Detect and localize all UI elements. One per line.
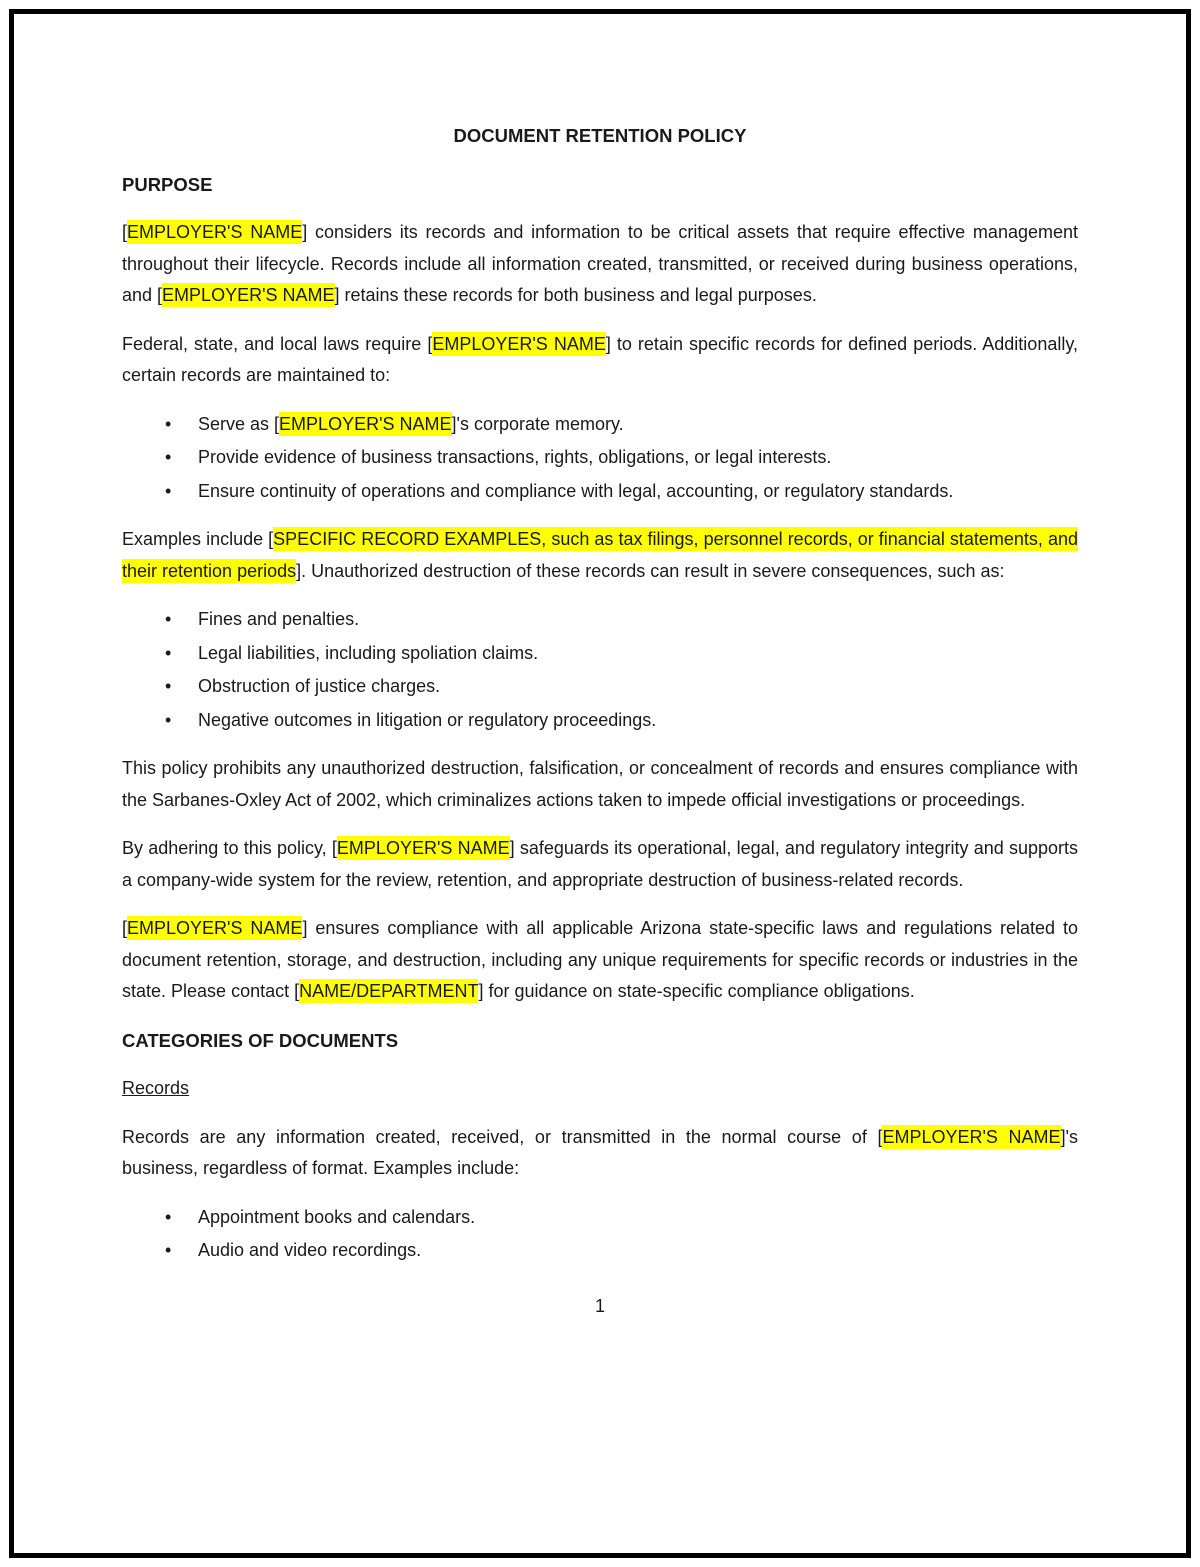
placeholder-highlight: NAME/DEPARTMENT xyxy=(299,981,479,1001)
bullet-list-consequences xyxy=(122,604,1078,736)
text-run: ] safeguards its operational, legal, and regulatory integrity and supports a company-wide system for the review, retention, and appropriate destruction of business-related records. xyxy=(122,838,1079,890)
text-run: Federal, state, and local laws require [ xyxy=(122,333,433,354)
text-run: ]. Unauthorized destruction of these records can result in severe consequences, such as: xyxy=(296,560,1005,581)
text-run: Provide evidence of business transactions, rights, obligations, or legal interests. xyxy=(198,447,832,467)
text-run: ]'s business, regardless of format. Examples include: xyxy=(122,1126,1078,1178)
list-item xyxy=(198,409,1078,441)
text-run: Serve as [ xyxy=(198,413,280,434)
text-run: ] considers its records and information to be critical assets that require effective management throughout their lifecycle. Records include all information created, transmitted, or received during business operations, and [ xyxy=(122,222,1079,305)
placeholder-highlight: EMPLOYER'S NAME xyxy=(432,333,606,354)
text-run: ]'s corporate memory. xyxy=(451,413,624,434)
list-item xyxy=(198,1202,1078,1234)
placeholder-highlight: EMPLOYER'S NAME xyxy=(279,413,452,434)
text-run: ] to retain specific records for defined periods. Additionally, certain records are maintained to: xyxy=(122,333,1079,385)
paragraph-records-definition xyxy=(122,1122,1078,1185)
list-item xyxy=(198,442,1078,474)
paragraph-purpose-intro xyxy=(122,217,1078,312)
text-run: ] for guidance on state-specific compliance obligations. xyxy=(478,981,915,1001)
bullet-list-record-format-examples xyxy=(122,1202,1078,1267)
placeholder-highlight: EMPLOYER'S NAME xyxy=(127,918,303,938)
paragraph-prohibitions xyxy=(122,753,1078,816)
document-title: DOCUMENT RETENTION POLICY xyxy=(453,125,747,146)
text-run: Examples include [ xyxy=(122,529,274,549)
placeholder-highlight: EMPLOYER'S NAME xyxy=(162,285,335,305)
text-run: Records are any information created, received, or transmitted in the normal course of [ xyxy=(122,1126,883,1147)
subsection-heading-records: Records xyxy=(122,1078,190,1098)
section-heading-categories: CATEGORIES OF DOCUMENTS xyxy=(122,1029,399,1051)
list-item xyxy=(198,604,1078,636)
paragraph-adherence xyxy=(122,833,1078,896)
document-content xyxy=(122,120,1078,1322)
text-run: Legal liabilities, including spoliation claims. xyxy=(198,642,539,663)
list-item xyxy=(198,638,1078,670)
list-item xyxy=(198,1235,1078,1267)
text-run: Audio and video recordings. xyxy=(198,1240,422,1260)
placeholder-highlight: EMPLOYER'S NAME xyxy=(127,222,303,242)
text-run: ] ensures compliance with all applicable Arizona state-specific laws and regulations related to document retention, storage, and destruction, including any unique requirements for specific records or industries in the state. Please contact [ xyxy=(122,918,1079,1001)
text-run: Appointment books and calendars. xyxy=(198,1206,476,1227)
text-run: ] retains these records for both business and legal purposes. xyxy=(334,285,817,305)
paragraph-legal-requirements xyxy=(122,329,1078,392)
text-run: By adhering to this policy, [ xyxy=(122,838,337,858)
paragraph-record-examples xyxy=(122,524,1078,587)
placeholder-highlight: EMPLOYER'S NAME xyxy=(882,1126,1061,1147)
text-run: [ xyxy=(122,222,128,242)
text-run: [ xyxy=(122,918,128,938)
text-run: Obstruction of justice charges. xyxy=(198,676,441,696)
bullet-list-maintained-to xyxy=(122,409,1078,508)
list-item xyxy=(198,671,1078,703)
placeholder-highlight: SPECIFIC RECORD EXAMPLES, such as tax filings, personnel records, or financial statements, and their retention periods xyxy=(122,529,1078,581)
placeholder-highlight: EMPLOYER'S NAME xyxy=(336,838,510,858)
text-run: This policy prohibits any unauthorized destruction, falsification, or concealment of records and ensures compliance with the Sarbanes-Oxley Act of 2002, which criminalizes actions taken to impede official investigations or proceedings. xyxy=(122,758,1078,810)
list-item xyxy=(198,476,1078,508)
section-heading-purpose: PURPOSE xyxy=(122,173,213,195)
text-run: Ensure continuity of operations and compliance with legal, accounting, or regulatory standards. xyxy=(198,480,954,501)
paragraph-arizona-compliance xyxy=(122,913,1078,1008)
list-item xyxy=(198,705,1078,737)
text-run: Fines and penalties. xyxy=(198,609,360,629)
text-run: Negative outcomes in litigation or regulatory proceedings. xyxy=(198,709,657,730)
page-number: 1 xyxy=(594,1295,605,1316)
